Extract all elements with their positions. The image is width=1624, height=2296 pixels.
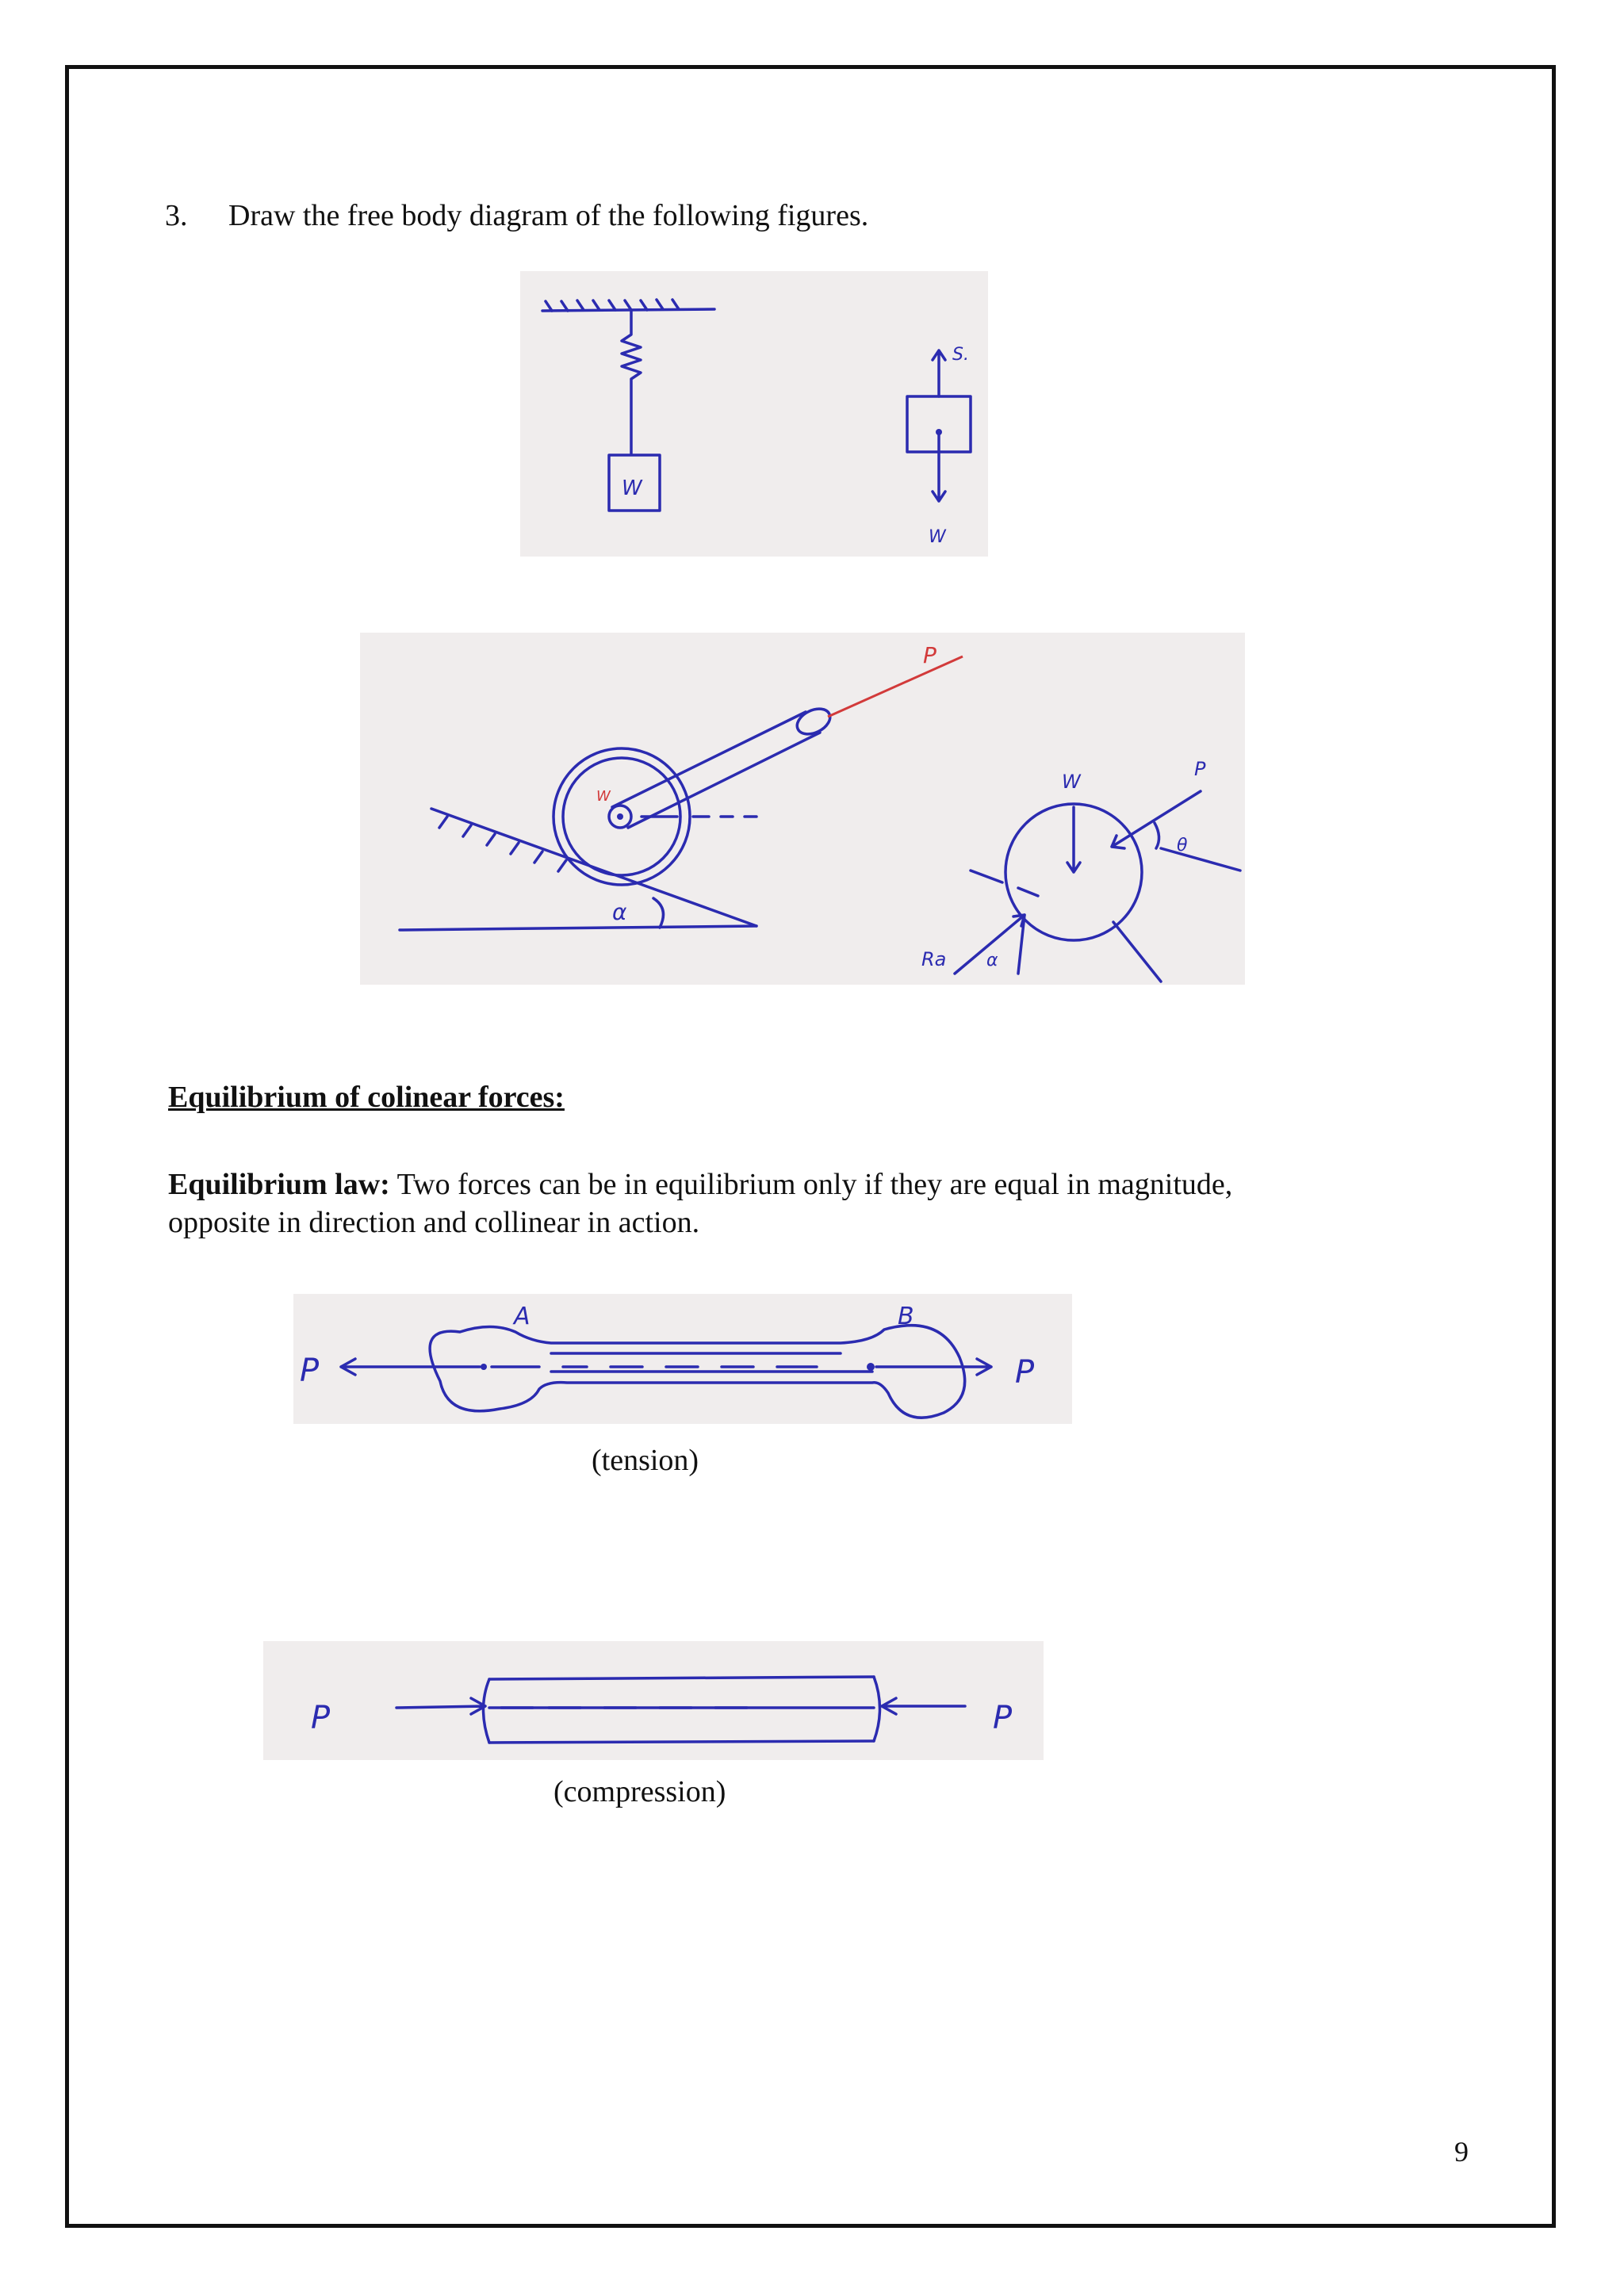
fbd-pull-label: P: [1194, 758, 1206, 780]
block-weight-label: W: [622, 476, 642, 500]
compression-caption: (compression): [553, 1775, 726, 1808]
fbd-weight-label: W: [929, 527, 946, 547]
pull-force-label: P: [923, 642, 936, 668]
law-text: Two forces can be in equilibrium only if they are equal in magnitude,: [389, 1168, 1233, 1201]
equilibrium-law: [168, 1165, 1232, 1203]
fbd-theta-label: θ: [1177, 836, 1188, 855]
roller-incline-figure: [360, 633, 1245, 985]
tension-right-force-label: P: [1015, 1354, 1035, 1391]
tension-caption: (tension): [592, 1444, 699, 1477]
fbd-alpha-label: α: [986, 951, 998, 970]
incline-angle-label: α: [612, 899, 627, 925]
fbd-reaction-label: Ra: [921, 948, 947, 970]
point-a-label: A: [514, 1303, 530, 1330]
equilibrium-law-continued: opposite in direction and collinear in action.: [168, 1206, 700, 1239]
spring-weight-figure: [520, 271, 988, 557]
compression-left-force-label: P: [311, 1700, 331, 1736]
fbd-roller-weight-label: W: [1062, 771, 1081, 793]
tension-left-force-label: P: [300, 1353, 320, 1389]
page-number: 9: [1454, 2136, 1469, 2168]
roller-weight-label: W: [596, 788, 611, 805]
question-number: 3.: [165, 199, 188, 232]
point-b-label: B: [898, 1303, 914, 1330]
compression-bar-figure: [263, 1641, 1044, 1760]
tension-bar-figure: [293, 1294, 1072, 1424]
spring-tension-label: S.: [952, 345, 969, 365]
question-text: Draw the free body diagram of the following figures.: [228, 199, 869, 232]
compression-right-force-label: P: [993, 1700, 1013, 1736]
law-label: Equilibrium law:: [168, 1168, 390, 1201]
section-heading: Equilibrium of colinear forces:: [168, 1081, 565, 1114]
